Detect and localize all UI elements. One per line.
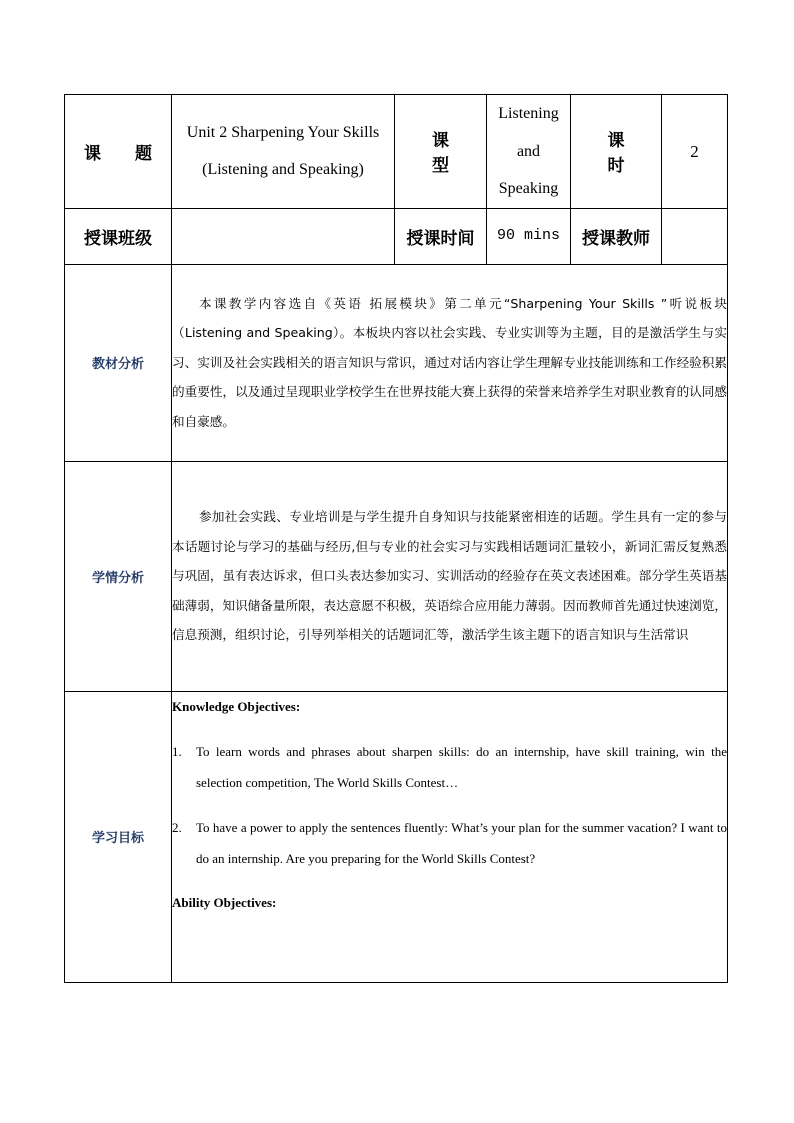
teacher-label: 授课教师 bbox=[571, 208, 662, 264]
time-label: 授课时间 bbox=[395, 208, 487, 264]
objective-text: To have a power to apply the sentences fluently: What’s your plan for the summer vacation? I want to do an internship. Are you preparing for the World Skills Contest? bbox=[196, 819, 727, 866]
class-value bbox=[172, 208, 395, 264]
class-label: 授课班级 bbox=[65, 208, 172, 264]
objective-item bbox=[172, 812, 727, 874]
hours-label: 课 时 bbox=[571, 95, 662, 209]
materials-row bbox=[65, 264, 728, 461]
time-value: 90 mins bbox=[487, 208, 571, 264]
objective-number: 2. bbox=[172, 819, 182, 835]
objectives-content bbox=[172, 691, 728, 982]
students-text: 参加社会实践、专业培训是与学生提升自身知识与技能紧密相连的话题。学生具有一定的参与本话题讨论与学习的基础与经历,但与专业的社会实习与实践相话题词汇量较小，新词汇需反复熟悉与巩固，虽有表达诉求，但口头表达参加实习、实训活动的经验存在英文表述困难。部分学生英语基础薄弱，知识储备量所限，表达意愿不积极，英语综合应用能力薄弱。因而教师首先通过快速浏览，信息预测，组织讨论，引导列举相关的话题词汇等，激活学生该主题下的语言知识与生活常识 bbox=[172, 461, 728, 691]
materials-text: 本课教学内容选自《英语 拓展模块》第二单元“Sharpening Your Skills ”听说板块（Listening and Speaking）。本板块内容以社会实践、专业实训等为主题，目的是激活学生与实习、实训及社会实践相关的语言知识与常识，通过对话内容让学生理解专业技能训练和工作经验积累的重要性，以及通过呈现职业学校学生在世界技能大赛上获得的荣誉来培养学生对职业教育的认同感和自豪感。 bbox=[172, 264, 728, 461]
hours-value: 2 bbox=[662, 95, 728, 209]
objectives-row bbox=[65, 691, 728, 982]
teacher-value bbox=[662, 208, 728, 264]
materials-label: 教材分析 bbox=[65, 264, 172, 461]
knowledge-heading: Knowledge Objectives: bbox=[172, 698, 301, 714]
objective-text: To learn words and phrases about sharpen skills: do an internship, have skill training, win the selection competition, The World Skills Contest… bbox=[196, 743, 727, 790]
objective-number: 1. bbox=[172, 743, 182, 759]
objective-item bbox=[172, 736, 727, 798]
topic-label: 课 题 bbox=[65, 95, 172, 209]
students-label: 学情分析 bbox=[65, 461, 172, 691]
students-row bbox=[65, 461, 728, 691]
ability-heading: Ability Objectives: bbox=[172, 894, 277, 910]
topic-value: Unit 2 Sharpening Your Skills (Listening and Speaking) bbox=[172, 95, 395, 209]
lesson-plan-table bbox=[64, 94, 728, 983]
objectives-label: 学习目标 bbox=[65, 691, 172, 982]
header-row-topic bbox=[65, 95, 728, 209]
type-label: 课 型 bbox=[395, 95, 487, 209]
type-value: Listening and Speaking bbox=[487, 95, 571, 209]
header-row-class bbox=[65, 208, 728, 264]
